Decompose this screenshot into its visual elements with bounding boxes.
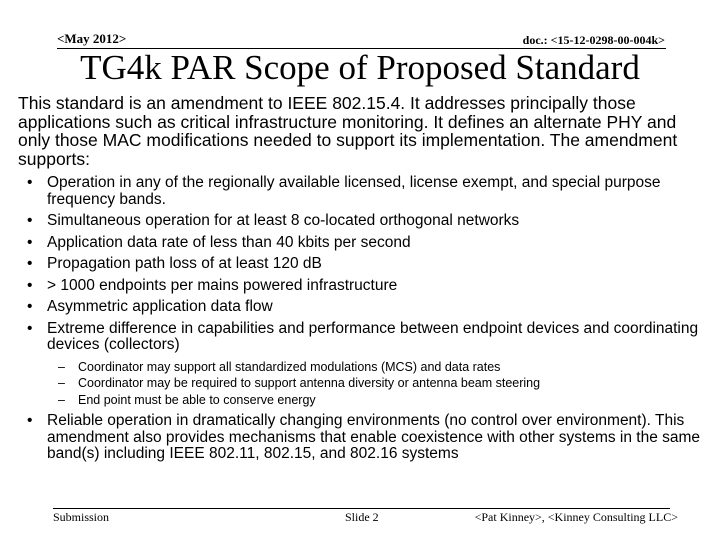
- slide-title: TG4k PAR Scope of Proposed Standard: [80, 48, 640, 87]
- bullet-item: [0, 175, 707, 208]
- sub-bullet-text: Coordinator may be required to support antenna diversity or antenna beam steering: [78, 376, 541, 390]
- bullet-item: [0, 413, 707, 463]
- bullet-marker: •: [27, 276, 33, 294]
- footer-rule: [53, 508, 670, 509]
- bullet-item: [0, 321, 707, 354]
- bullet-marker: •: [27, 298, 33, 315]
- bullet-item: [0, 235, 707, 252]
- bullet-item: [0, 278, 707, 295]
- intro-text: This standard is an amendment to IEEE 802.15.4. It addresses principally those applications such as critical infrastructure monitoring. It defines an alternate PHY and only those MAC modifications needed to support its implementation. The amendment supports:: [18, 93, 678, 169]
- footer-author: <Pat Kinney>, <Kinney Consulting LLC>: [474, 510, 678, 524]
- bullet-item: [0, 299, 707, 316]
- header-date: <May 2012>: [57, 31, 127, 46]
- sub-bullet-text: Coordinator may support all standardized modulations (MCS) and data rates: [78, 359, 501, 374]
- bullet-text: Reliable operation in dramatically changing environments (no control over environment). This amendment also provides mechanisms that enable coexistence with other systems in the same band(s) including IEEE 802.11, 802.15, and 802.16 systems: [47, 412, 701, 462]
- footer-submission: Submission: [53, 510, 110, 524]
- bullet-text: Simultaneous operation for at least 8 co-located orthogonal networks: [47, 212, 520, 229]
- sub-bullet-marker: –: [58, 392, 65, 407]
- bullet-text: Propagation path loss of at least 120 dB: [47, 255, 322, 272]
- intro-paragraph: [18, 94, 708, 168]
- bullet-marker: •: [27, 319, 33, 337]
- bullet-marker: •: [27, 255, 33, 272]
- sub-bullet-item: [0, 392, 720, 409]
- bullet-text: Operation in any of the regionally available licensed, license exempt, and special purpose frequency bands.: [47, 174, 661, 208]
- bullet-marker: •: [27, 212, 33, 229]
- sub-bullet-marker: –: [58, 376, 65, 390]
- bullet-item: [0, 256, 707, 273]
- sub-bullet-marker: –: [58, 359, 65, 374]
- bullet-text: Application data rate of less than 40 kbits per second: [47, 233, 411, 251]
- bullet-marker: •: [27, 412, 33, 429]
- bullet-text: > 1000 endpoints per mains powered infrastructure: [47, 276, 398, 294]
- sub-bullet-list: [0, 359, 720, 409]
- bullet-list: [0, 175, 720, 468]
- bullet-marker: •: [27, 174, 33, 191]
- bullet-text: Extreme difference in capabilities and performance between endpoint devices and coordinating devices (collectors): [47, 319, 699, 353]
- sub-bullet-item: [0, 359, 720, 376]
- footer-slide-number: Slide 2: [345, 510, 379, 524]
- header-doc-number: doc.: <15-12-0298-00-004k>: [522, 33, 665, 47]
- bullet-marker: •: [27, 233, 33, 251]
- bullet-text: Asymmetric application data flow: [47, 298, 273, 315]
- bullet-item: [0, 213, 707, 230]
- sub-bullet-item: [0, 375, 720, 392]
- sub-bullet-text: End point must be able to conserve energy: [78, 392, 316, 407]
